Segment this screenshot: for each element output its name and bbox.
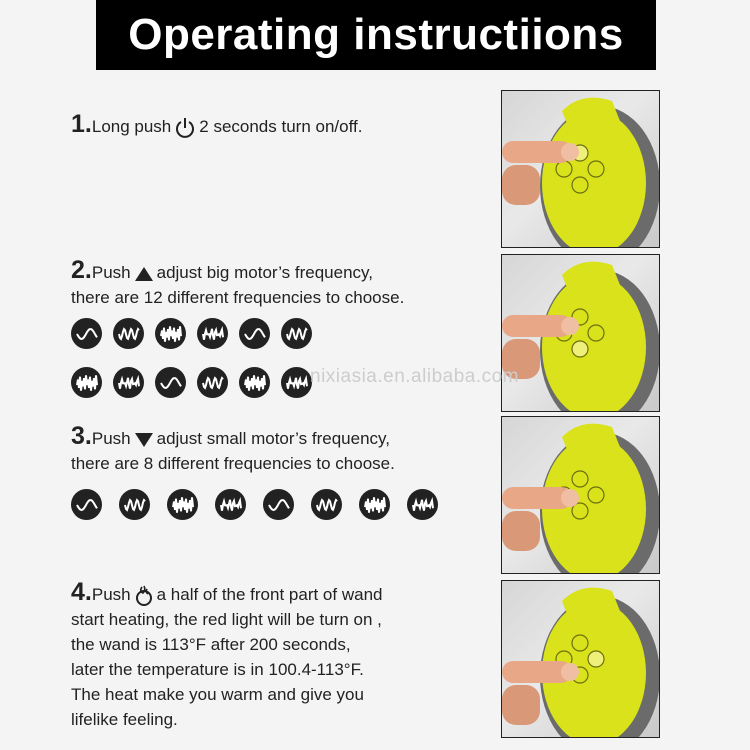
step-text: adjust big motor’s frequency, <box>156 263 374 282</box>
wand-illustration <box>502 417 659 573</box>
step-text: there are 8 different frequencies to choose. <box>71 454 395 473</box>
frequency-pattern-row <box>71 489 438 520</box>
step-4 <box>71 580 382 732</box>
title-banner <box>96 0 656 70</box>
frequency-pattern-icon <box>119 489 150 520</box>
frequency-pattern-icon <box>359 489 390 520</box>
wand-illustration <box>502 255 659 411</box>
frequency-pattern-icon <box>239 318 270 349</box>
product-photo-down <box>501 416 660 574</box>
step-text: The heat make you warm and give you <box>71 685 364 704</box>
product-photo-heat <box>501 580 660 738</box>
step-number: 2. <box>71 256 92 284</box>
frequency-pattern-icon <box>71 489 102 520</box>
frequency-pattern-row <box>71 318 312 349</box>
step-number: 4. <box>71 578 92 606</box>
step-text: there are 12 different frequencies to choose. <box>71 288 405 307</box>
page-title: Operating instructiions <box>128 10 624 59</box>
frequency-pattern-icon <box>311 489 342 520</box>
step-text: later the temperature is in 100.4-113°F. <box>71 660 364 679</box>
frequency-pattern-icon <box>71 367 102 398</box>
frequency-pattern-icon <box>281 318 312 349</box>
step-text: lifelike feeling. <box>71 710 178 729</box>
step-text: the wand is 113°F after 200 seconds, <box>71 635 351 654</box>
product-photo-up <box>501 254 660 412</box>
step-text: Push <box>91 263 131 282</box>
step-number: 3. <box>71 422 92 450</box>
step-text: adjust small motor’s frequency, <box>156 429 390 448</box>
step-text: a half of the front part of wand <box>156 585 383 604</box>
wand-illustration <box>502 581 659 737</box>
frequency-pattern-icon <box>155 367 186 398</box>
frequency-pattern-icon <box>407 489 438 520</box>
wand-illustration <box>502 91 659 247</box>
triangle-up-icon <box>134 266 154 282</box>
frequency-pattern-icon <box>281 367 312 398</box>
step-text: Long push <box>91 117 172 136</box>
frequency-pattern-icon <box>263 489 294 520</box>
frequency-pattern-icon <box>71 318 102 349</box>
frequency-pattern-row <box>71 367 312 398</box>
step-text: Push <box>91 429 131 448</box>
frequency-pattern-icon <box>215 489 246 520</box>
step-1 <box>71 112 362 139</box>
step-3 <box>71 424 395 476</box>
frequency-pattern-icon <box>197 318 228 349</box>
frequency-pattern-icon <box>113 367 144 398</box>
frequency-pattern-icon <box>167 489 198 520</box>
frequency-pattern-icon <box>239 367 270 398</box>
watermark: nixiasia.en.alibaba.com <box>310 366 520 387</box>
heat-icon <box>134 585 154 607</box>
frequency-pattern-icon <box>113 318 144 349</box>
frequency-pattern-icon <box>155 318 186 349</box>
product-photo-power <box>501 90 660 248</box>
frequency-pattern-icon <box>197 367 228 398</box>
step-text: 2 seconds turn on/off. <box>199 117 363 136</box>
power-icon <box>174 117 196 139</box>
step-text: start heating, the red light will be turn on , <box>71 610 382 629</box>
step-2 <box>71 258 404 310</box>
triangle-down-icon <box>134 432 154 448</box>
step-number: 1. <box>71 110 92 138</box>
step-text: Push <box>91 585 131 604</box>
